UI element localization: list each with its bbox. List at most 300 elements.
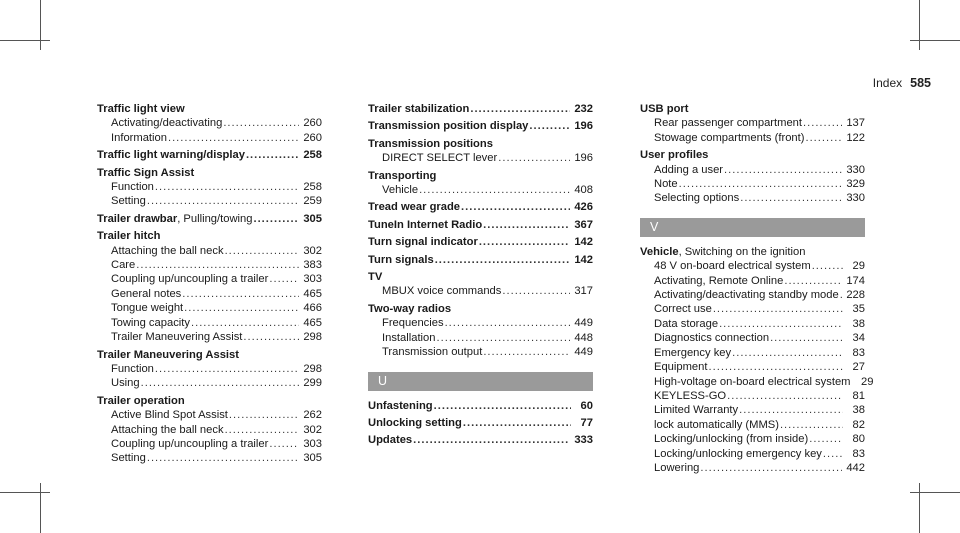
leader-dots <box>784 274 842 288</box>
index-entry <box>368 119 593 133</box>
index-subentry <box>640 163 865 177</box>
index-entry-heading <box>368 119 593 133</box>
entry-suffix: , Switching on the ignition <box>678 245 806 258</box>
leader-dots <box>419 183 570 197</box>
index-subentry <box>97 330 322 344</box>
index-entry-heading <box>97 212 322 226</box>
entry-page: 232 <box>574 103 593 115</box>
leader-dots <box>463 416 571 430</box>
entry-page: 426 <box>574 201 593 214</box>
leader-dots <box>182 287 299 301</box>
index-subentry <box>640 389 865 403</box>
subentry-page: 408 <box>574 184 593 197</box>
index-subentry <box>640 131 865 145</box>
subentry-page: 29 <box>852 260 865 273</box>
subentry-page: 260 <box>303 131 322 144</box>
index-column-middle <box>368 102 593 451</box>
entry-term: Trailer Maneuvering Assist <box>97 348 239 361</box>
entry-label <box>97 102 185 116</box>
subentry-page: 305 <box>303 452 322 465</box>
index-entry-heading <box>640 102 865 116</box>
leader-dots <box>229 408 299 422</box>
leader-dots <box>724 163 842 177</box>
entry-label <box>368 102 469 116</box>
subentry-page: 262 <box>303 409 322 422</box>
entry-term: TuneIn Internet Radio <box>368 218 483 231</box>
leader-dots <box>269 437 299 451</box>
index-entry <box>368 218 593 232</box>
index-subentry <box>640 302 865 316</box>
entry-term: Transmission position display <box>368 120 529 133</box>
index-entry-heading <box>640 148 865 162</box>
subentry-label: Emergency key <box>654 346 732 359</box>
index-subentry <box>368 345 593 359</box>
page-number: 585 <box>910 76 931 90</box>
index-entry <box>368 399 593 413</box>
subentry-page: 82 <box>852 418 865 431</box>
subentry-page: 303 <box>303 437 322 450</box>
subentry-page: 122 <box>846 131 865 144</box>
index-entry-heading <box>97 394 322 408</box>
entry-label <box>97 394 185 408</box>
index-subentry <box>640 317 865 331</box>
index-subentry <box>640 177 865 191</box>
subentry-label: Information <box>111 131 167 144</box>
subentry-label: Note <box>654 178 678 191</box>
entry-label <box>640 245 805 259</box>
index-letter-header: V <box>640 218 865 237</box>
index-entry-heading <box>97 229 322 243</box>
leader-dots <box>191 316 299 330</box>
subentry-label: Selecting options <box>654 192 740 205</box>
crop-mark <box>0 492 50 493</box>
entry-label <box>368 235 478 249</box>
leader-dots <box>498 151 570 165</box>
section-title: Index <box>872 76 903 90</box>
entry-term: Trailer operation <box>97 394 185 407</box>
leader-dots <box>136 258 299 272</box>
leader-dots <box>732 346 843 360</box>
leader-dots <box>184 301 299 315</box>
crop-mark <box>40 483 41 533</box>
index-subentry <box>97 437 322 451</box>
entry-page: 142 <box>574 253 593 266</box>
leader-dots <box>470 102 570 116</box>
index-entry-heading <box>368 270 593 284</box>
index-column-left <box>97 102 322 469</box>
index-letter-header: U <box>368 372 593 391</box>
index-subentry <box>640 375 874 389</box>
subentry-label: High-voltage on-board electrical system <box>654 375 851 388</box>
subentry-page: 259 <box>303 195 322 208</box>
entry-page: 60 <box>580 399 593 412</box>
subentry-label: Coupling up/uncoupling a trailer <box>111 437 269 450</box>
index-subentry <box>368 316 593 330</box>
leader-dots <box>502 284 570 298</box>
subentry-label: Limited Warranty <box>654 404 739 417</box>
index-subentry <box>640 461 865 475</box>
subentry-page: 442 <box>846 461 865 474</box>
index-entry-heading <box>368 218 593 232</box>
entry-label <box>368 399 433 413</box>
subentry-page: 83 <box>852 346 865 359</box>
subentry-label: Stowage compartments (front) <box>654 131 805 144</box>
leader-dots <box>679 177 843 191</box>
subentry-label: Rear passenger compartment <box>654 117 802 130</box>
subentry-label: Attaching the ball neck <box>111 423 224 436</box>
entry-term: Traffic Sign Assist <box>97 166 195 179</box>
subentry-label: Vehicle <box>382 184 419 197</box>
subentry-page: 29 <box>861 375 874 388</box>
leader-dots <box>840 288 843 302</box>
subentry-label: Function <box>111 181 154 194</box>
entry-label <box>640 148 708 162</box>
leader-dots <box>780 418 843 432</box>
index-subentry <box>97 116 322 130</box>
leader-dots <box>269 272 299 286</box>
index-entry-heading <box>97 348 322 362</box>
leader-dots <box>709 360 844 374</box>
entry-label <box>368 169 436 183</box>
leader-dots <box>225 423 300 437</box>
crop-mark <box>919 483 920 533</box>
index-subentry <box>640 360 865 374</box>
entry-page: 333 <box>574 434 593 447</box>
entry-term: Transporting <box>368 169 437 182</box>
leader-dots <box>823 447 843 461</box>
subentry-label: Activating, Remote Online <box>654 274 784 287</box>
index-subentry <box>640 346 865 360</box>
leader-dots <box>740 191 842 205</box>
subentry-page: 330 <box>846 192 865 205</box>
index-subentry <box>640 288 865 302</box>
subentry-label: Using <box>111 377 140 390</box>
index-entry <box>97 212 322 226</box>
subentry-page: 465 <box>303 316 322 329</box>
crop-mark <box>910 40 960 41</box>
index-subentry <box>97 180 322 194</box>
subentry-label: Lowering <box>654 461 700 474</box>
subentry-label: Setting <box>111 452 146 465</box>
index-entry <box>368 433 593 447</box>
index-entry-heading <box>368 235 593 249</box>
entry-page: 258 <box>303 149 322 162</box>
leader-dots <box>225 244 300 258</box>
subentry-label: Frequencies <box>382 317 444 330</box>
leader-dots <box>437 331 571 345</box>
subentry-page: 34 <box>852 332 865 345</box>
subentry-label: Tongue weight <box>111 302 184 315</box>
subentry-label: General notes <box>111 287 182 300</box>
index-subentry <box>640 116 865 130</box>
leader-dots <box>141 376 300 390</box>
crop-mark <box>910 492 960 493</box>
entry-term: Trailer drawbar <box>97 212 178 225</box>
subentry-label: Active Blind Spot Assist <box>111 409 228 422</box>
leader-dots <box>803 116 842 130</box>
subentry-label: Care <box>111 259 136 272</box>
index-entry <box>368 253 593 267</box>
index-entry-heading <box>368 433 593 447</box>
index-entry <box>368 302 593 360</box>
entry-label <box>640 102 688 116</box>
subentry-page: 83 <box>852 447 865 460</box>
subentry-page: 298 <box>303 362 322 375</box>
index-subentry <box>368 151 593 165</box>
entry-label <box>368 433 412 447</box>
leader-dots <box>168 131 299 145</box>
entry-label <box>368 119 528 133</box>
leader-dots <box>809 432 843 446</box>
index-subentry <box>640 274 865 288</box>
subentry-page: 383 <box>303 259 322 272</box>
subentry-page: 258 <box>303 181 322 194</box>
index-entry <box>368 200 593 214</box>
entry-term: Unlocking setting <box>368 416 462 429</box>
entry-term: Trailer stabilization <box>368 103 470 115</box>
index-entry-heading <box>368 200 593 214</box>
index-subentry <box>368 331 593 345</box>
leader-dots <box>770 331 843 345</box>
index-subentry <box>640 432 865 446</box>
leader-dots <box>246 148 299 162</box>
subentry-label: Function <box>111 362 154 375</box>
leader-dots <box>435 253 571 267</box>
entry-label <box>368 137 493 151</box>
subentry-label: Adding a user <box>654 163 724 176</box>
entry-label <box>368 416 462 430</box>
entry-term: Trailer hitch <box>97 230 161 243</box>
subentry-label: Trailer Maneuvering Assist <box>111 331 243 344</box>
leader-dots <box>147 451 299 465</box>
crop-mark <box>919 0 920 50</box>
index-entry-heading <box>97 102 322 116</box>
subentry-page: 35 <box>852 303 865 316</box>
subentry-page: 449 <box>574 317 593 330</box>
index-subentry <box>97 451 322 465</box>
index-entry <box>368 416 593 430</box>
entry-page: 305 <box>303 212 322 225</box>
index-subentry <box>97 408 322 422</box>
index-entry-heading <box>368 302 593 316</box>
index-entry <box>368 102 593 116</box>
index-subentry <box>97 362 322 376</box>
entry-term: Unfastening <box>368 399 433 412</box>
subentry-label: Activating/deactivating <box>111 117 223 130</box>
entry-term: Two-way radios <box>368 302 452 315</box>
subentry-page: 465 <box>303 287 322 300</box>
index-entry <box>97 148 322 162</box>
leader-dots <box>812 259 843 273</box>
index-entry <box>640 102 865 145</box>
index-subentry <box>640 447 865 461</box>
subentry-label: Diagnostics connection <box>654 332 770 345</box>
subentry-label: Attaching the ball neck <box>111 244 224 257</box>
leader-dots <box>483 345 570 359</box>
entry-page: 77 <box>580 416 593 429</box>
leader-dots <box>445 316 571 330</box>
crop-mark <box>40 0 41 50</box>
leader-dots <box>223 116 299 130</box>
index-subentry <box>97 287 322 301</box>
index-entry-heading <box>640 245 865 259</box>
leader-dots <box>483 218 570 232</box>
index-subentry <box>368 183 593 197</box>
index-entry <box>640 148 865 206</box>
subentry-page: 81 <box>852 389 865 402</box>
index-entry-heading <box>368 102 593 116</box>
subentry-page: 27 <box>852 361 865 374</box>
index-subentry <box>640 331 865 345</box>
subentry-page: 80 <box>852 433 865 446</box>
leader-dots <box>434 399 571 413</box>
leader-dots <box>719 317 843 331</box>
index-entry-heading <box>368 137 593 151</box>
index-subentry <box>640 403 865 417</box>
entry-term: Turn signal indicator <box>368 236 478 249</box>
entry-suffix: , Pulling/towing <box>177 212 253 225</box>
index-subentry <box>97 194 322 208</box>
entry-term: Tread wear grade <box>368 201 461 214</box>
leader-dots <box>253 212 299 226</box>
index-entry-heading <box>368 253 593 267</box>
entry-label <box>368 270 382 284</box>
subentry-label: Correct use <box>654 303 712 316</box>
index-entry <box>97 394 322 466</box>
subentry-page: 174 <box>846 274 865 287</box>
leader-dots <box>461 200 570 214</box>
page-header <box>873 76 931 90</box>
subentry-label: DIRECT SELECT lever <box>382 152 498 165</box>
subentry-label: Setting <box>111 195 146 208</box>
entry-term: TV <box>368 271 383 284</box>
subentry-label: MBUX voice commands <box>382 285 502 298</box>
entry-label <box>97 229 160 243</box>
subentry-page: 299 <box>303 377 322 390</box>
leader-dots <box>727 389 843 403</box>
leader-dots <box>529 119 570 133</box>
entry-page: 367 <box>574 218 593 231</box>
subentry-page: 196 <box>574 152 593 165</box>
index-subentry <box>97 131 322 145</box>
index-subentry <box>97 376 322 390</box>
entry-label <box>97 348 239 362</box>
subentry-page: 38 <box>852 404 865 417</box>
index-subentry <box>97 272 322 286</box>
leader-dots <box>713 302 843 316</box>
index-subentry <box>97 423 322 437</box>
leader-dots <box>155 362 299 376</box>
entry-term: USB port <box>640 103 689 115</box>
entry-term: Transmission positions <box>368 137 493 150</box>
index-entry <box>368 270 593 299</box>
entry-label <box>97 148 245 162</box>
entry-term: Traffic light warning/display <box>97 149 245 162</box>
subentry-page: 303 <box>303 273 322 286</box>
subentry-page: 137 <box>846 117 865 130</box>
subentry-label: Coupling up/uncoupling a trailer <box>111 273 269 286</box>
entry-label <box>368 302 451 316</box>
index-entry <box>368 169 593 198</box>
subentry-page: 38 <box>852 317 865 330</box>
entry-label <box>97 166 194 180</box>
leader-dots <box>413 433 570 447</box>
index-entry <box>368 235 593 249</box>
subentry-page: 466 <box>303 302 322 315</box>
index-entry <box>97 166 322 209</box>
index-entry <box>640 245 874 476</box>
subentry-page: 302 <box>303 423 322 436</box>
leader-dots <box>739 403 843 417</box>
index-entry <box>97 102 322 145</box>
index-entry-heading <box>368 399 593 413</box>
subentry-label: Equipment <box>654 361 708 374</box>
entry-term: User profiles <box>640 149 709 162</box>
index-entry <box>97 348 322 391</box>
leader-dots <box>155 180 299 194</box>
leader-dots <box>479 235 571 249</box>
entry-label <box>368 200 460 214</box>
leader-dots <box>147 194 299 208</box>
leader-dots <box>700 461 842 475</box>
index-entry <box>97 229 322 344</box>
entry-term: Updates <box>368 434 413 447</box>
subentry-page: 330 <box>846 163 865 176</box>
entry-label <box>368 253 434 267</box>
subentry-label: Transmission output <box>382 346 483 359</box>
subentry-page: 448 <box>574 331 593 344</box>
subentry-page: 260 <box>303 117 322 130</box>
subentry-label: lock automatically (MMS) <box>654 418 779 431</box>
entry-term: Turn signals <box>368 253 434 266</box>
subentry-label: Activating/deactivating standby mode <box>654 289 839 302</box>
subentry-page: 329 <box>846 178 865 191</box>
index-subentry <box>368 284 593 298</box>
entry-page: 196 <box>574 120 593 133</box>
index-subentry <box>97 316 322 330</box>
index-entry-heading <box>368 169 593 183</box>
entry-term: Vehicle <box>640 245 679 258</box>
index-subentry <box>97 301 322 315</box>
subentry-page: 228 <box>846 289 865 302</box>
leader-dots <box>805 131 842 145</box>
index-column-right <box>640 102 874 478</box>
entry-label <box>97 212 252 226</box>
subentry-label: Locking/unlocking emergency key <box>654 447 822 460</box>
subentry-label: Data storage <box>654 317 719 330</box>
index-subentry <box>97 244 322 258</box>
index-entry-heading <box>97 148 322 162</box>
subentry-page: 317 <box>574 285 593 298</box>
index-subentry <box>97 258 322 272</box>
crop-mark <box>0 40 50 41</box>
index-entry-heading <box>97 166 322 180</box>
index-subentry <box>640 191 865 205</box>
entry-page: 142 <box>574 236 593 249</box>
subentry-page: 302 <box>303 244 322 257</box>
subentry-label: Locking/unlocking (from inside) <box>654 433 809 446</box>
subentry-page: 449 <box>574 346 593 359</box>
index-entry-heading <box>368 416 593 430</box>
subentry-label: 48 V on-board electrical system <box>654 260 811 273</box>
leader-dots <box>243 330 299 344</box>
index-subentry <box>640 259 865 273</box>
subentry-label: Installation <box>382 331 436 344</box>
subentry-label: Towing capacity <box>111 316 190 329</box>
index-entry <box>368 137 593 166</box>
subentry-page: 298 <box>303 331 322 344</box>
entry-term: Traffic light view <box>97 103 185 115</box>
